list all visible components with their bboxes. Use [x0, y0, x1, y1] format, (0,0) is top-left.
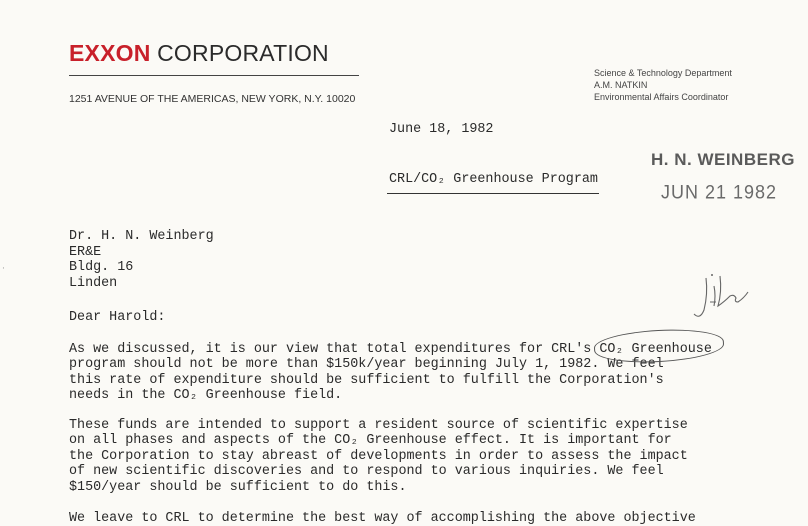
paragraph-line: the Corporation to stay abreast of developments in order to assess the impact — [69, 448, 688, 464]
subject-underline — [387, 193, 599, 194]
department-block — [594, 67, 732, 103]
paragraph-line: needs in the CO₂ Greenhouse field. — [69, 388, 343, 404]
paragraph-line: program should not be more than $150k/year beginning July 1, 1982. We feel — [69, 357, 664, 373]
received-stamp-name: H. N. WEINBERG — [651, 150, 795, 169]
letter-date: June 18, 1982 — [389, 122, 494, 137]
paragraph-line: We leave to CRL to determine the best way of accomplishing the above objective — [69, 511, 696, 526]
paragraph-line: $150/year should be sufficient to do this. — [69, 479, 407, 495]
logo-corporation: CORPORATION — [157, 40, 329, 66]
margin-speck: · — [2, 264, 5, 274]
recipient-line: Linden — [69, 275, 118, 291]
letterhead-divider — [69, 75, 359, 76]
recipient-line: Bldg. 16 — [69, 260, 134, 275]
paragraph-line: this rate of expenditure should be sufficient to fulfill the Corporation's — [69, 372, 664, 388]
handwritten-file-mark — [690, 272, 750, 324]
logo-brand: EXXON — [69, 40, 151, 66]
department-name: Science & Technology Department — [594, 68, 732, 78]
paragraph-line: of new scientific discoveries and to respond to various inquiries. We feel — [69, 464, 664, 480]
body-paragraph-2 — [69, 418, 688, 495]
paragraph-line: These funds are intended to support a resident source of scientific expertise — [69, 418, 688, 433]
received-stamp-date: JUN 21 1982 — [661, 181, 778, 203]
recipient-line: Dr. H. N. Weinberg — [69, 229, 214, 244]
salutation: Dear Harold: — [69, 310, 166, 325]
letterhead-address: 1251 AVENUE OF THE AMERICAS, NEW YORK, N.Y. 10020 — [69, 93, 356, 105]
sender-name: A.M. NATKIN — [594, 80, 648, 90]
letter-subject: CRL/CO₂ Greenhouse Program — [389, 172, 598, 187]
paragraph-line: As we discussed, it is our view that total expenditures for CRL's CO₂ Greenhouse — [69, 342, 712, 357]
sender-title: Environmental Affairs Coordinator — [594, 92, 729, 102]
company-logo — [69, 40, 329, 67]
paragraph-line: on all phases and aspects of the CO₂ Greenhouse effect. It is important for — [69, 433, 672, 449]
recipient-address — [69, 229, 214, 291]
recipient-line: ER&E — [69, 244, 102, 260]
